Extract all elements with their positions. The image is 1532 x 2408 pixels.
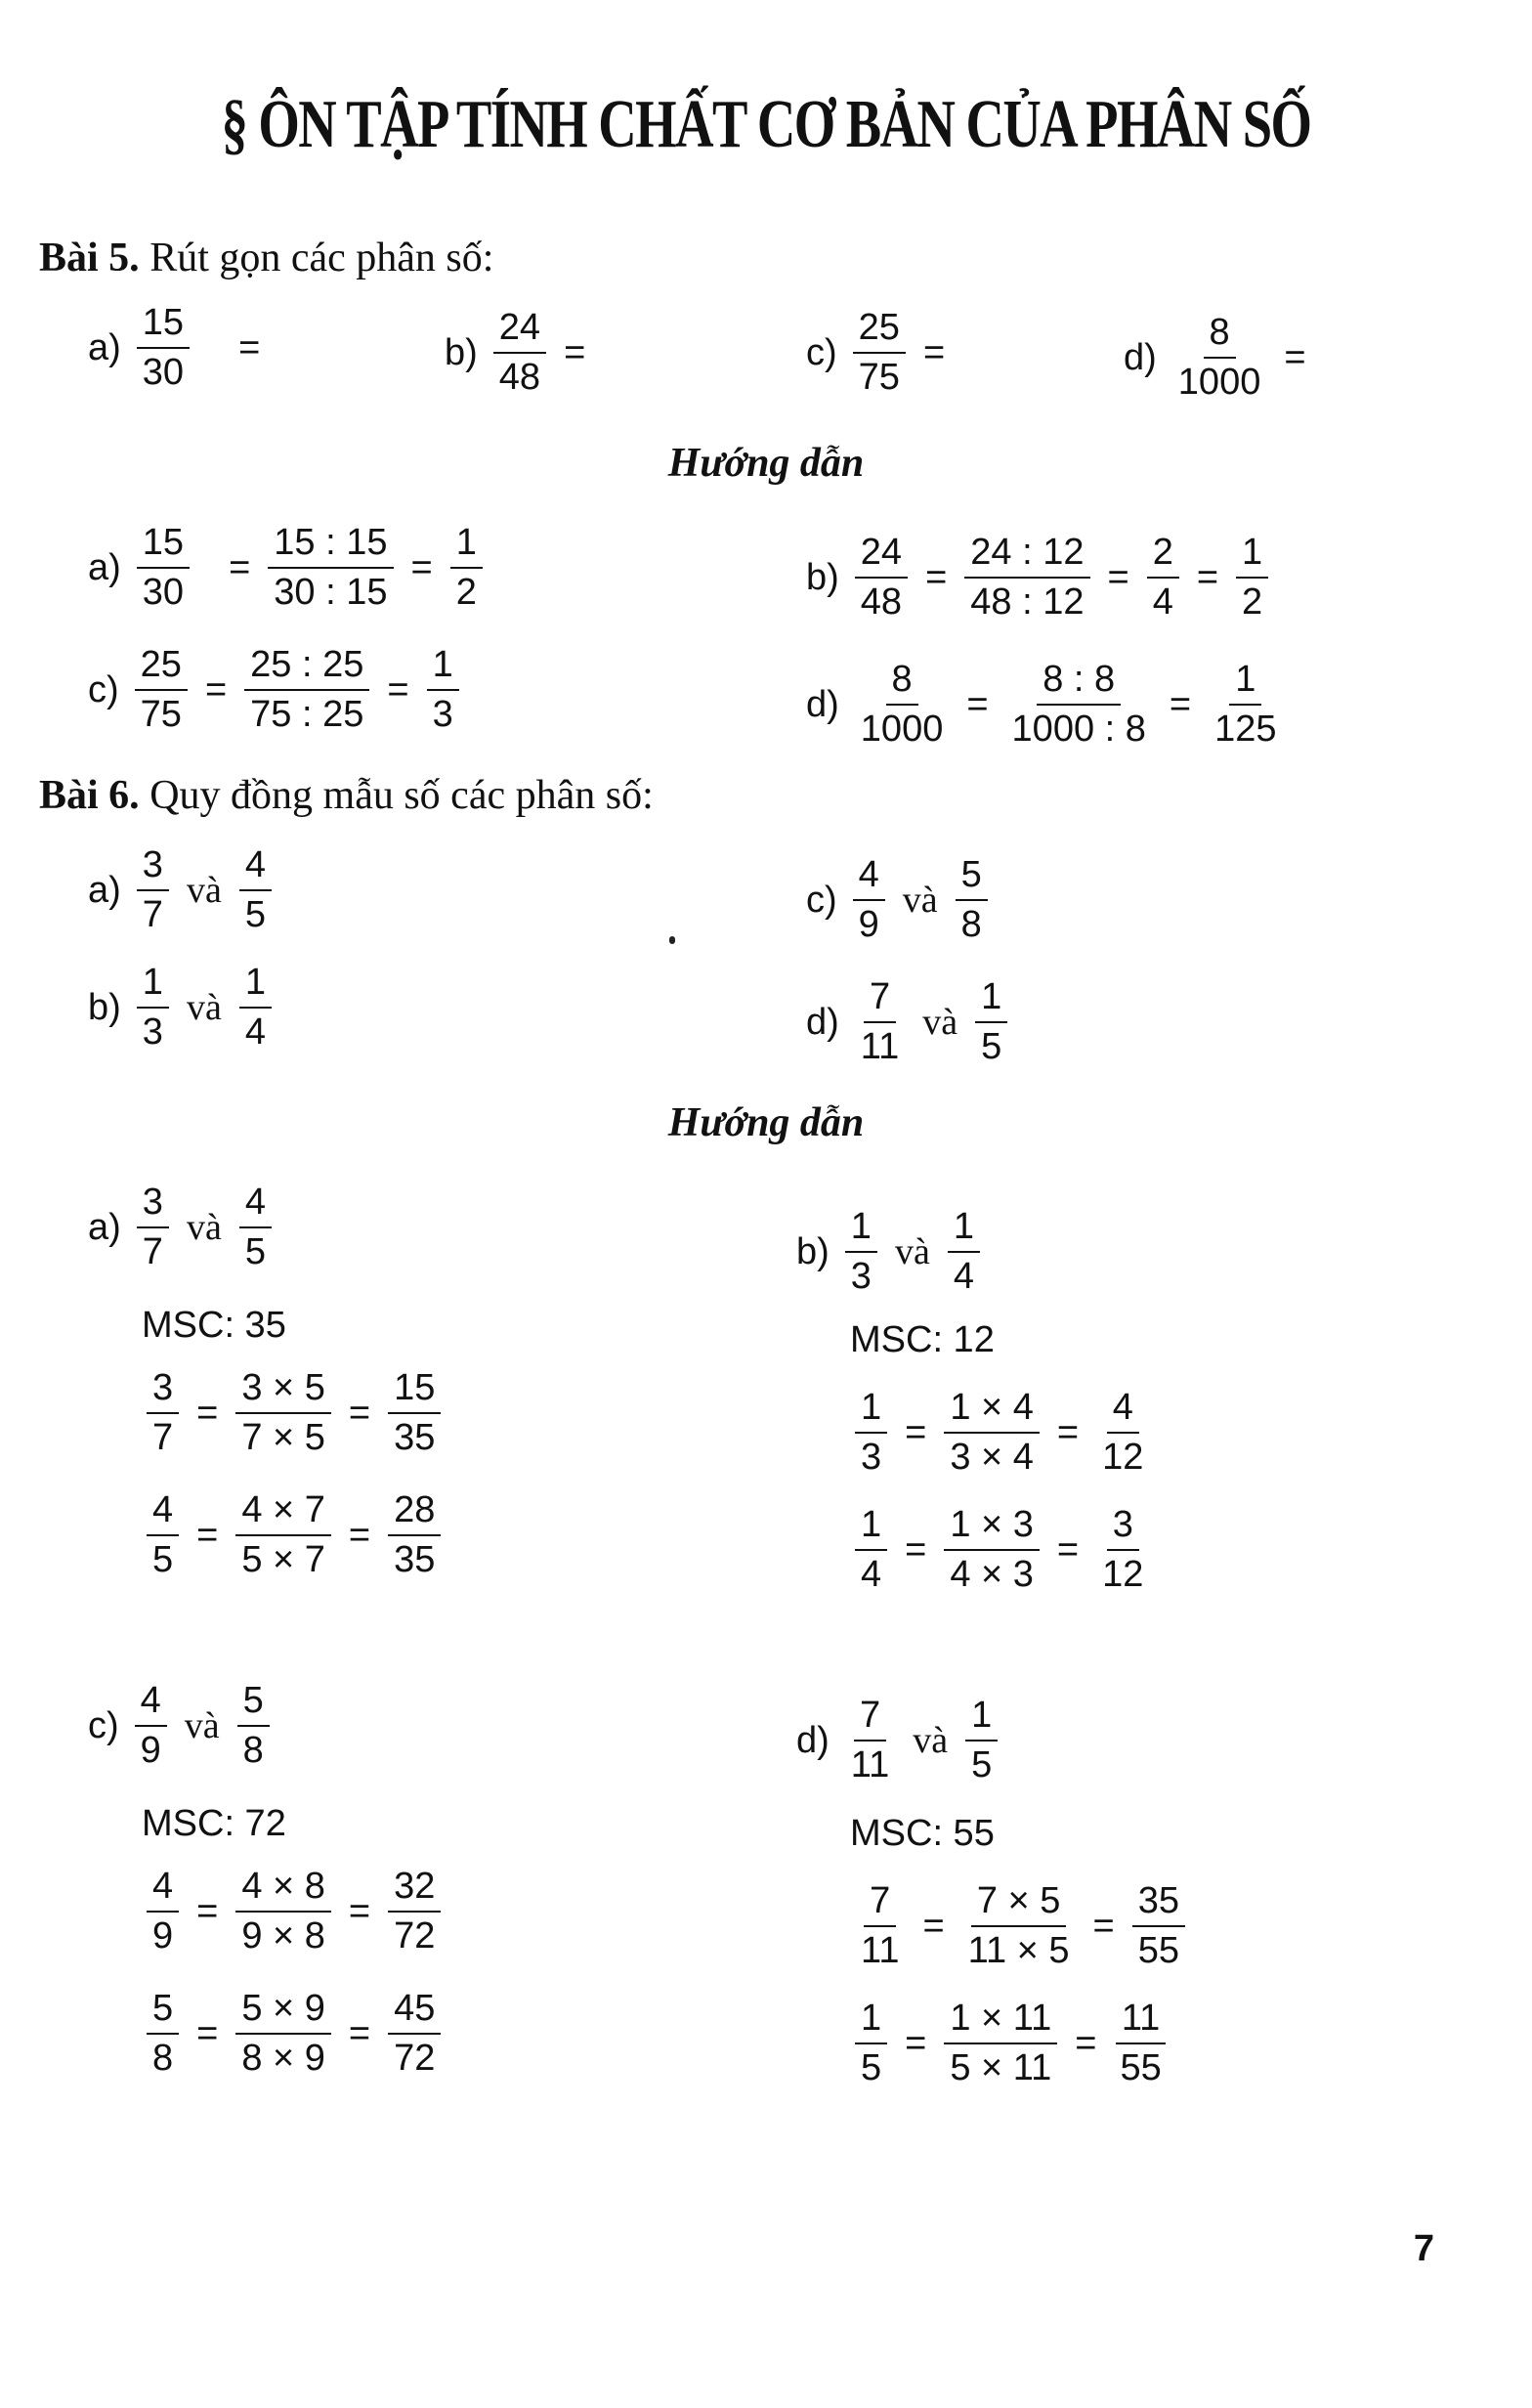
denominator: 75 bbox=[858, 357, 900, 399]
equals-sign: = bbox=[905, 1528, 927, 1570]
conjunction-va: và bbox=[186, 1207, 222, 1249]
numerator: 25 bbox=[853, 308, 906, 354]
numerator: 8 : 8 bbox=[1037, 660, 1121, 706]
numerator: 1 bbox=[1229, 660, 1261, 706]
denominator: 5 bbox=[971, 1744, 993, 1786]
denominator: 1000 : 8 bbox=[1011, 709, 1146, 751]
fraction bbox=[147, 1989, 179, 2079]
ex5-solution-d bbox=[806, 660, 1293, 750]
equals-sign: = bbox=[1284, 336, 1306, 378]
fraction bbox=[853, 855, 885, 945]
denominator: 7 bbox=[142, 894, 163, 936]
item-label: c) bbox=[88, 1704, 119, 1746]
denominator: 11 bbox=[861, 1930, 900, 1972]
fraction bbox=[235, 1368, 331, 1458]
fraction bbox=[855, 660, 950, 750]
exercise-5-heading bbox=[39, 235, 493, 281]
denominator: 3 bbox=[432, 694, 453, 736]
numerator: 45 bbox=[388, 1989, 441, 2035]
denominator: 9 bbox=[140, 1730, 161, 1772]
fraction bbox=[855, 533, 908, 623]
fraction bbox=[956, 855, 988, 945]
ex5-item-b bbox=[445, 308, 593, 398]
numerator: 15 bbox=[388, 1368, 441, 1414]
equals-sign: = bbox=[905, 1411, 927, 1453]
numerator: 4 bbox=[147, 1490, 179, 1536]
numerator: 8 bbox=[1204, 313, 1236, 359]
denominator: 4 bbox=[953, 1256, 974, 1298]
fraction bbox=[137, 963, 169, 1053]
numerator: 5 × 9 bbox=[235, 1989, 331, 2035]
equals-sign: = bbox=[348, 1392, 371, 1434]
equals-sign: = bbox=[348, 1890, 371, 1932]
exercise-5-text: Rút gọn các phân số: bbox=[149, 236, 494, 280]
numerator: 1 bbox=[427, 645, 459, 691]
exercise-5-label: Bài 5. bbox=[39, 236, 140, 280]
denominator: 55 bbox=[1137, 1930, 1180, 1972]
equals-sign: = bbox=[196, 1392, 219, 1434]
denominator: 12 bbox=[1102, 1554, 1144, 1596]
fraction bbox=[964, 533, 1089, 623]
ex6-solution-a-header bbox=[88, 1182, 281, 1272]
numerator: 4 bbox=[147, 1867, 179, 1913]
denominator: 8 × 9 bbox=[241, 2038, 325, 2080]
numerator: 1 bbox=[845, 1207, 877, 1253]
exercise-6-text: Quy đồng mẫu số các phân số: bbox=[149, 773, 654, 818]
denominator: 1000 bbox=[1177, 362, 1261, 404]
fraction bbox=[853, 308, 906, 398]
ex6-item-c bbox=[806, 855, 998, 945]
fraction bbox=[135, 1681, 167, 1771]
numerator: 7 × 5 bbox=[971, 1881, 1067, 1927]
numerator: 3 bbox=[137, 845, 169, 891]
conjunction-va: và bbox=[186, 870, 222, 912]
numerator: 8 bbox=[886, 660, 918, 706]
numerator: 5 bbox=[956, 855, 988, 901]
fraction bbox=[388, 1490, 441, 1580]
numerator: 24 bbox=[493, 308, 546, 354]
ex6-b-row1 bbox=[845, 1388, 1159, 1478]
ex6-d-row1 bbox=[845, 1881, 1195, 1971]
numerator: 3 bbox=[137, 1182, 169, 1228]
item-label: a) bbox=[88, 546, 121, 588]
fraction bbox=[855, 1388, 887, 1478]
equals-sign: = bbox=[229, 546, 251, 588]
numerator: 2 bbox=[1147, 533, 1179, 579]
page-title: § ÔN TẬP TÍNH CHẤT CƠ BẢN CỦA PHÂN SỐ bbox=[221, 87, 1311, 162]
ex5-solution-c bbox=[88, 645, 469, 735]
item-label: b) bbox=[796, 1230, 830, 1272]
denominator: 55 bbox=[1120, 2047, 1162, 2089]
denominator: 7 × 5 bbox=[241, 1417, 325, 1459]
numerator: 32 bbox=[388, 1867, 441, 1913]
fraction bbox=[1236, 533, 1268, 623]
msc-label: MSC: 12 bbox=[850, 1319, 995, 1360]
equals-sign: = bbox=[922, 1905, 945, 1947]
numerator: 1 bbox=[450, 523, 483, 569]
denominator: 30 : 15 bbox=[274, 572, 388, 614]
equals-sign: = bbox=[966, 683, 989, 725]
numerator: 1 bbox=[1236, 533, 1268, 579]
numerator: 7 bbox=[864, 1881, 896, 1927]
item-label: d) bbox=[1124, 336, 1157, 378]
numerator: 4 bbox=[1107, 1388, 1139, 1434]
equals-sign: = bbox=[387, 668, 409, 710]
fraction bbox=[965, 1696, 998, 1785]
numerator: 15 bbox=[137, 303, 190, 349]
exercise-6-heading bbox=[39, 772, 654, 819]
numerator: 1 bbox=[855, 1388, 887, 1434]
fraction bbox=[450, 523, 483, 613]
ex6-item-d bbox=[806, 977, 1017, 1067]
item-label: a) bbox=[88, 869, 121, 911]
fraction bbox=[137, 845, 169, 935]
fraction bbox=[239, 845, 272, 935]
numerator: 4 bbox=[239, 1182, 272, 1228]
denominator: 125 bbox=[1214, 709, 1277, 751]
denominator: 2 bbox=[1242, 581, 1263, 624]
numerator: 25 : 25 bbox=[244, 645, 369, 691]
fraction bbox=[845, 1207, 877, 1297]
fraction bbox=[1006, 660, 1152, 750]
fraction bbox=[137, 1182, 169, 1272]
equals-sign: = bbox=[1107, 556, 1129, 598]
fraction bbox=[944, 1388, 1040, 1478]
numerator: 35 bbox=[1132, 1881, 1185, 1927]
conjunction-va: và bbox=[902, 880, 938, 922]
equals-sign: = bbox=[1056, 1528, 1080, 1570]
equals-sign: = bbox=[196, 1514, 219, 1556]
fraction bbox=[135, 645, 188, 735]
fraction bbox=[235, 1490, 331, 1580]
fraction bbox=[147, 1368, 179, 1458]
equals-sign: = bbox=[348, 1514, 371, 1556]
fraction bbox=[493, 308, 546, 398]
equals-sign: = bbox=[410, 546, 433, 588]
denominator: 30 bbox=[142, 352, 185, 394]
numerator: 1 bbox=[137, 963, 169, 1009]
fraction bbox=[239, 963, 272, 1053]
numerator: 1 bbox=[239, 963, 272, 1009]
denominator: 11 bbox=[860, 1026, 900, 1068]
item-label: d) bbox=[806, 1001, 839, 1043]
conjunction-va: và bbox=[186, 987, 222, 1029]
guide-heading-1: Hướng dẫn bbox=[667, 441, 865, 486]
fraction bbox=[1132, 1881, 1185, 1971]
speck bbox=[669, 936, 675, 944]
ex6-item-a bbox=[88, 845, 281, 935]
msc-label: MSC: 35 bbox=[142, 1305, 286, 1346]
conjunction-va: và bbox=[922, 1002, 958, 1044]
denominator: 7 bbox=[152, 1417, 174, 1459]
denominator: 11 bbox=[850, 1744, 890, 1786]
equals-sign: = bbox=[922, 331, 946, 373]
item-label: b) bbox=[806, 556, 839, 598]
denominator: 3 bbox=[850, 1256, 872, 1298]
fraction bbox=[244, 645, 369, 735]
numerator: 24 bbox=[855, 533, 908, 579]
denominator: 35 bbox=[394, 1539, 436, 1581]
item-label: d) bbox=[796, 1719, 830, 1761]
denominator: 7 bbox=[142, 1231, 163, 1273]
guide-heading-2: Hướng dẫn bbox=[667, 1100, 865, 1145]
ex6-d-row2 bbox=[845, 1999, 1177, 2088]
equals-sign: = bbox=[1196, 556, 1219, 598]
ex6-c-row2 bbox=[137, 1989, 450, 2079]
equals-sign: = bbox=[196, 2012, 219, 2054]
equals-sign: = bbox=[196, 1890, 219, 1932]
numerator: 24 : 12 bbox=[964, 533, 1089, 579]
numerator: 1 bbox=[975, 977, 1007, 1023]
denominator: 9 bbox=[858, 904, 879, 946]
item-label: c) bbox=[88, 668, 119, 710]
fraction bbox=[855, 1505, 887, 1595]
item-label: a) bbox=[88, 326, 121, 368]
numerator: 1 bbox=[855, 1505, 887, 1551]
numerator: 15 : 15 bbox=[268, 523, 393, 569]
item-label: c) bbox=[806, 879, 837, 921]
fraction bbox=[855, 977, 905, 1067]
ex5-item-a bbox=[88, 303, 268, 393]
numerator: 7 bbox=[854, 1696, 886, 1742]
denominator: 11 × 5 bbox=[967, 1930, 1070, 1972]
denominator: 75 : 25 bbox=[250, 694, 364, 736]
numerator: 1 bbox=[965, 1696, 998, 1742]
numerator: 15 bbox=[137, 523, 190, 569]
denominator: 9 × 8 bbox=[241, 1915, 325, 1957]
numerator: 11 bbox=[1116, 1999, 1166, 2044]
fraction bbox=[388, 1989, 441, 2079]
denominator: 48 : 12 bbox=[970, 581, 1085, 624]
fraction bbox=[147, 1867, 179, 1956]
fraction bbox=[388, 1867, 441, 1956]
fraction bbox=[1096, 1505, 1149, 1595]
numerator: 1 bbox=[948, 1207, 980, 1253]
numerator: 1 × 3 bbox=[944, 1505, 1040, 1551]
item-label: c) bbox=[806, 331, 837, 373]
numerator: 3 bbox=[147, 1368, 179, 1414]
denominator: 3 bbox=[142, 1011, 163, 1054]
equals-sign: = bbox=[1169, 683, 1192, 725]
numerator: 28 bbox=[388, 1490, 441, 1536]
fraction bbox=[855, 1999, 887, 2088]
equals-sign: = bbox=[1075, 2022, 1097, 2064]
fraction bbox=[1114, 1999, 1167, 2088]
fraction bbox=[237, 1681, 270, 1771]
conjunction-va: và bbox=[894, 1231, 930, 1273]
ex6-a-row1 bbox=[137, 1368, 450, 1458]
conjunction-va: và bbox=[184, 1705, 220, 1747]
ex6-b-row2 bbox=[845, 1505, 1159, 1595]
denominator: 4 bbox=[1152, 581, 1173, 624]
denominator: 5 bbox=[244, 1231, 266, 1273]
ex5-item-d bbox=[1124, 313, 1314, 403]
ex5-solution-b bbox=[806, 533, 1278, 623]
equals-sign: = bbox=[564, 331, 586, 373]
page-number: 7 bbox=[1413, 2228, 1434, 2269]
fraction bbox=[948, 1207, 980, 1297]
denominator: 5 bbox=[861, 2047, 882, 2089]
equals-sign: = bbox=[905, 2022, 927, 2064]
conjunction-va: và bbox=[913, 1720, 949, 1762]
denominator: 4 × 3 bbox=[950, 1554, 1034, 1596]
fraction bbox=[268, 523, 393, 613]
item-label: b) bbox=[88, 986, 121, 1028]
denominator: 1000 bbox=[860, 709, 944, 751]
denominator: 75 bbox=[140, 694, 182, 736]
ex6-a-row2 bbox=[137, 1490, 450, 1580]
ex6-solution-c-header bbox=[88, 1681, 279, 1771]
denominator: 5 bbox=[981, 1026, 1002, 1068]
denominator: 5 bbox=[244, 894, 266, 936]
denominator: 8 bbox=[242, 1730, 264, 1772]
fraction bbox=[855, 1881, 905, 1971]
fraction bbox=[1147, 533, 1179, 623]
fraction bbox=[1209, 660, 1282, 750]
ex5-item-c bbox=[806, 308, 953, 398]
fraction bbox=[944, 1505, 1040, 1595]
denominator: 5 × 7 bbox=[241, 1539, 325, 1581]
denominator: 48 bbox=[860, 581, 903, 624]
fraction bbox=[235, 1867, 331, 1956]
numerator: 3 × 5 bbox=[235, 1368, 331, 1414]
denominator: 72 bbox=[394, 1915, 436, 1957]
denominator: 8 bbox=[152, 2038, 174, 2080]
denominator: 12 bbox=[1102, 1437, 1144, 1479]
equals-sign: = bbox=[348, 2012, 371, 2054]
equals-sign: = bbox=[1056, 1411, 1080, 1453]
denominator: 4 bbox=[861, 1554, 882, 1596]
denominator: 72 bbox=[394, 2038, 436, 2080]
denominator: 30 bbox=[142, 572, 185, 614]
fraction bbox=[944, 1999, 1057, 2088]
numerator: 3 bbox=[1107, 1505, 1139, 1551]
fraction bbox=[962, 1881, 1076, 1971]
fraction bbox=[388, 1368, 441, 1458]
ex6-solution-b-header bbox=[796, 1207, 990, 1297]
ex6-solution-d-header bbox=[796, 1696, 1007, 1785]
item-label: d) bbox=[806, 683, 839, 725]
fraction bbox=[975, 977, 1007, 1067]
numerator: 4 bbox=[239, 845, 272, 891]
fraction bbox=[845, 1696, 895, 1785]
equals-sign: = bbox=[238, 326, 261, 368]
denominator: 35 bbox=[394, 1417, 436, 1459]
denominator: 9 bbox=[152, 1915, 174, 1957]
fraction bbox=[427, 645, 459, 735]
denominator: 2 bbox=[455, 572, 477, 614]
numerator: 4 bbox=[135, 1681, 167, 1727]
numerator: 25 bbox=[135, 645, 188, 691]
fraction bbox=[147, 1490, 179, 1580]
ex5-solution-a bbox=[88, 523, 492, 613]
denominator: 4 bbox=[244, 1011, 266, 1054]
fraction bbox=[137, 523, 190, 613]
denominator: 3 bbox=[861, 1437, 882, 1479]
fraction bbox=[1172, 313, 1267, 403]
denominator: 3 × 4 bbox=[950, 1437, 1034, 1479]
denominator: 8 bbox=[960, 904, 982, 946]
msc-label: MSC: 72 bbox=[142, 1803, 286, 1844]
denominator: 5 × 11 bbox=[950, 2047, 1052, 2089]
equals-sign: = bbox=[925, 556, 948, 598]
item-label: a) bbox=[88, 1206, 121, 1248]
fraction bbox=[137, 303, 190, 393]
equals-sign: = bbox=[1092, 1905, 1115, 1947]
msc-label: MSC: 55 bbox=[850, 1813, 995, 1854]
numerator: 5 bbox=[237, 1681, 270, 1727]
fraction bbox=[235, 1989, 331, 2079]
numerator: 4 × 8 bbox=[235, 1867, 331, 1913]
numerator: 4 bbox=[853, 855, 885, 901]
numerator: 5 bbox=[147, 1989, 179, 2035]
denominator: 48 bbox=[498, 357, 541, 399]
numerator: 7 bbox=[864, 977, 896, 1023]
numerator: 1 bbox=[855, 1999, 887, 2044]
numerator: 1 × 11 bbox=[944, 1999, 1057, 2044]
numerator: 4 × 7 bbox=[235, 1490, 331, 1536]
numerator: 1 × 4 bbox=[944, 1388, 1040, 1434]
exercise-6-label: Bài 6. bbox=[39, 773, 140, 818]
ex6-c-row1 bbox=[137, 1867, 450, 1956]
ex6-item-b bbox=[88, 963, 281, 1053]
item-label: b) bbox=[445, 331, 478, 373]
fraction bbox=[239, 1182, 272, 1272]
equals-sign: = bbox=[204, 668, 228, 710]
fraction bbox=[1096, 1388, 1149, 1478]
denominator: 5 bbox=[152, 1539, 174, 1581]
